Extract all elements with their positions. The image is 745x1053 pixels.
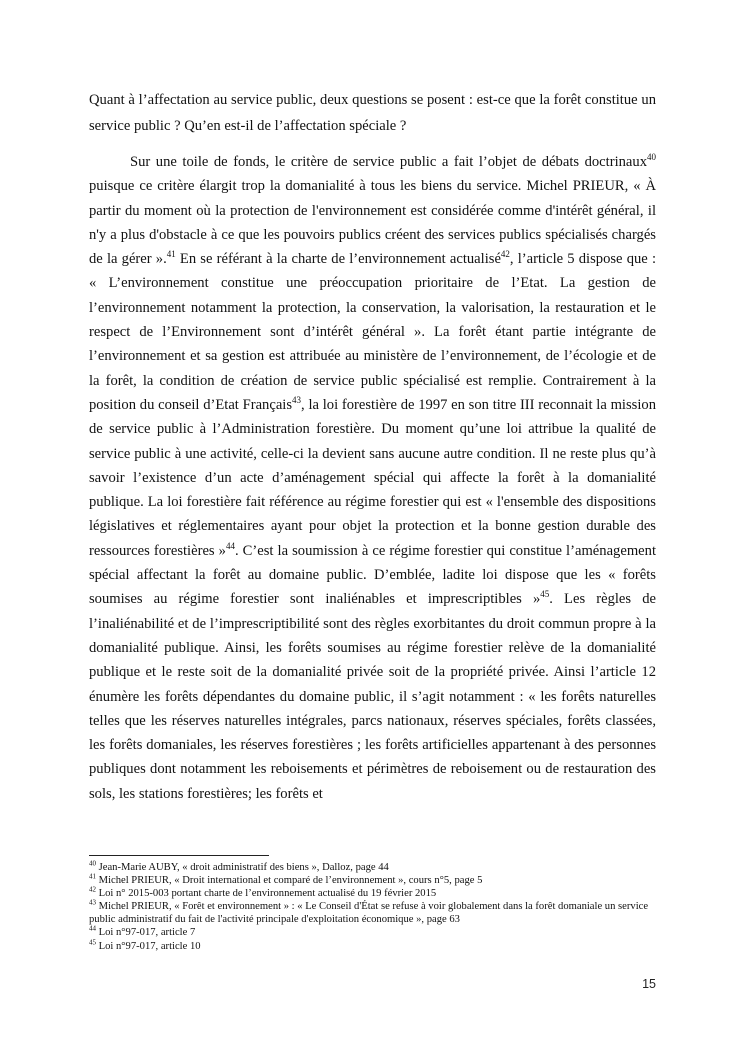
footnote-text: Michel PRIEUR, « Forêt et environnement » : « Le Conseil d'État se refuse à voir globalement dans la forêt domaniale un service public administratif du fait de l'activité principale d'exploitation économique », page 63	[89, 901, 649, 926]
paragraph-1-text: Quant à l’affectation au service public, deux questions se posent : est-ce que la forêt constitue un service public ? Qu’en est-il de l’affectation spéciale ?	[89, 92, 656, 134]
footnotes	[89, 861, 659, 953]
footnote-text: Loi n°97-017, article 10	[96, 940, 201, 952]
footnote-number: 43	[89, 898, 96, 907]
footnote-number: 40	[89, 859, 96, 868]
paragraph-1	[89, 88, 656, 139]
text-segment: , l’article 5 dispose que : « L’environnement constitue une préoccupation prioritaire de l’Etat. La gestion de l’environnement notamment la protection, la conservation, la valorisation, la restauration et le respect de l’Environnement sont d’intérêt général ». La forêt étant partie intégrante de l’environnement et sa gestion est attribuée au ministère de l’environnement, de l’écologie et de la forêt, la condition de création de service public spécialisé est remplie. Contrairement à la position du conseil d’Etat Français	[89, 251, 656, 413]
footnote-item	[89, 874, 659, 887]
footnote-separator	[89, 855, 269, 856]
footnote-text: Loi n°97-017, article 7	[96, 927, 196, 939]
text-segment: Sur une toile de fonds, le critère de service public a fait l’objet de débats doctrinaux	[130, 154, 647, 170]
footnote-number: 44	[89, 924, 96, 933]
footnote-ref-40[interactable]: 40	[647, 152, 656, 163]
text-segment: puisque ce critère élargit trop la domanialité à tous les biens du service. Michel PRIEUR, « À partir du moment où la protection de l'environnement est considérée comme d'intérêt général, il n'y a plus d'obstacle à ce que les pouvoirs publics créent des services publics spécialisés chargés de la gérer ».	[89, 178, 656, 268]
text-segment: . Les règles de l’inaliénabilité et de l’imprescriptibilité sont des règles exorbitantes du droit commun propre à la domanialité publique. Ainsi, les forêts soumises au régime forestier relève de la domanialité publique et le reste soit de la domanialité privée soit de la propriété privée. Ainsi l’article 12 énumère les forêts dépendantes du domaine public, il s’agit notamment : « les forêts naturelles telles que les réserves naturelles intégrales, parcs nationaux, réserves spéciales, forêts classées, les forêts domaniales, les réserves forestières ; les forêts artificielles appartenant à des personnes publiques dont notamment les reboisements et périmètres de reboisement ou de restauration des sols, les stations forestières; les forêts et	[89, 591, 656, 802]
footnote-ref-41[interactable]: 41	[166, 249, 176, 260]
footnote-text: Michel PRIEUR, « Droit international et comparé de l’environnement », cours n°5, page 5	[96, 875, 483, 887]
paragraph-2	[89, 150, 656, 806]
footnote-ref-45[interactable]: 45	[540, 589, 550, 600]
footnote-number: 45	[89, 938, 96, 947]
footnote-text: Loi n° 2015-003 portant charte de l’environnement actualisé du 19 février 2015	[96, 888, 437, 900]
footnote-text: Jean-Marie AUBY, « droit administratif des biens », Dalloz, page 44	[96, 862, 389, 873]
footnote-ref-43[interactable]: 43	[292, 395, 302, 406]
footnote-item	[89, 887, 659, 900]
footnote-number: 42	[89, 885, 96, 894]
footnote-item	[89, 900, 659, 926]
footnote-ref-44[interactable]: 44	[225, 540, 235, 551]
text-segment: , la loi forestière de 1997 en son titre III reconnait la mission de service public à l’Administration forestière. Du moment qu’une loi attribue la qualité de service public à une activité, celle-ci la devient sans aucune autre condition. Il ne reste plus qu’à savoir l’existence d’un acte d’aménagement spécial qui affecte la forêt à la domanialité publique. La loi forestière fait référence au régime forestier qui est « l'ensemble des dispositions législatives et réglementaires ayant pour objet la protection et la bonne gestion durable des ressources forestières »	[89, 396, 656, 559]
footnote-item	[89, 926, 659, 939]
footnote-item	[89, 861, 659, 874]
footnote-item	[89, 940, 659, 953]
footnote-ref-42[interactable]: 42	[500, 249, 510, 260]
page-number: 15	[642, 977, 656, 991]
text-segment: En se référant à la charte de l’environnement actualisé	[175, 251, 501, 268]
footnote-number: 41	[89, 872, 96, 881]
paragraph-2-text	[89, 150, 656, 806]
text-segment: . C’est la soumission à ce régime forestier qui constitue l’aménagement spécial affectant la forêt au domaine public. D’emblée, ladite loi dispose que les « forêts soumises au régime forestier sont inaliénables et imprescriptibles »	[89, 542, 657, 608]
